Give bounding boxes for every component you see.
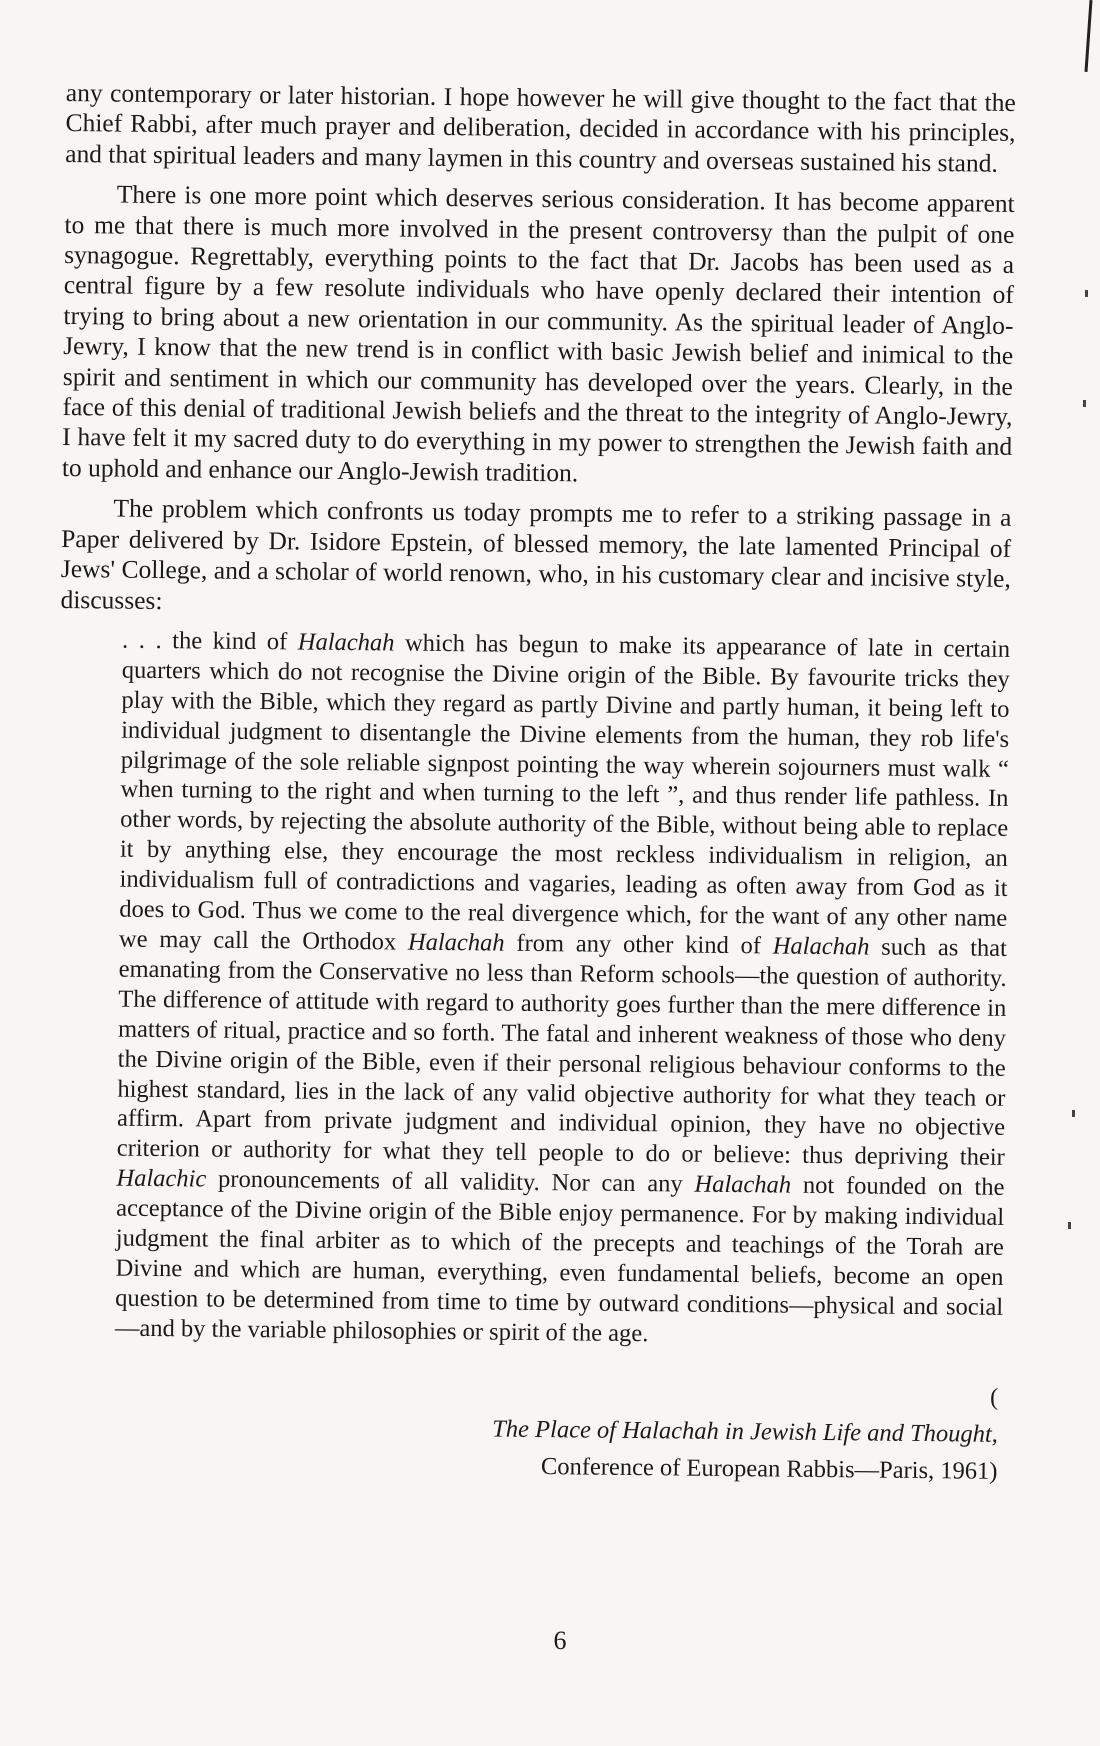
quote-text: [115, 626, 1010, 1353]
scan-speck: [1068, 1222, 1071, 1229]
quote-segment: such as that emanating from the Conservative no less than Reform schools—the question of authority. The difference of attitude with regard to authority goes further than the mere difference in matters of ritual, practice and so forth. The fatal and inherent weakness of those who deny the Divine origin of the Bible, even if their personal religious behaviour conforms to the highest standard, lies in the lack of any valid objective authority for what they teach or affirm. Apart from private judgment and individual opinion, they have no objective criterion or authority for what they tell people to do or believe: thus depriving their: [116, 933, 1008, 1172]
quote-italic-term: Halachah: [407, 928, 505, 957]
quote-italic-term: Halachic: [116, 1164, 207, 1193]
page-number: 6: [553, 1626, 567, 1655]
quote-segment: pronouncements of all validity. Nor can any: [206, 1165, 695, 1198]
quote-italic-term: Halachah: [772, 932, 870, 961]
scan-speck: [1085, 290, 1088, 297]
scan-speck: [1072, 1110, 1075, 1117]
quote-segment: which has begun to make its appearance of late in certain quarters which do not recognise the Divine origin of the Bible. By favourite tricks they play with the Bible, which they regard as partly Divine and partly human, it being left to individual judgment to disentangle the Divine elements from the human, they rob life's pilgrimage of the sole reliable signpost pointing the way wherein sojourners must walk “ when turning to the right and when turning to the left ”, and thus render life pathless. In other words, by rejecting the absolute authority of the Bible, without being able to replace it by anything else, they encourage the most reckless individualism in religion, an individualism full of contradictions and vagaries, leading as often away from God as it does to God. Thus we come to the real divergence which, for the want of any other name we may call the Orthodox: [118, 629, 1011, 956]
body-text: [51, 78, 1016, 1490]
paragraph-continuation: any contemporary or later historian. I hope however he will give thought to the fact that the Chief Rabbi, after much prayer and deliberation, decided in accordance with his principles, and that spiritual leaders and many laymen in this country and overseas sustained his stand.: [65, 78, 1016, 178]
citation-title-line: [52, 1369, 999, 1453]
quote-segment: not founded on the acceptance of the Divine origin of the Bible enjoy permanence. For by making individual judgment the final arbiter as to which of the precepts and teachings of the Torah are Divine and which are human, everything, even fundamental beliefs, become an open question to be determined from time to time by outward conditions—physical and social—and by the variable philosophies or spirit of the age.: [114, 1171, 1005, 1347]
citation-paren: (: [989, 1383, 999, 1411]
quote-segment: . . . the kind of: [121, 626, 298, 656]
scan-speck: [1083, 400, 1086, 407]
paragraph-controversy: There is one more point which deserves serious consideration. It has become apparent to me that there is much more involved in the present controversy than the pulpit of one synagogue. Regrettably, everything points to the fact that Dr. Jacobs has been used as a central figure by a few resolute individuals who have openly declared their intention of trying to bring about a new orientation in our community. As the spiritual leader of Anglo-Jewry, I know that the new trend is in conflict with basic Jewish belief and inimical to the spirit and sentiment in which our community has developed over the years. Clearly, in the face of this denial of traditional Jewish beliefs and the threat to the integrity of Anglo-Jewry, I have felt it my sacred duty to do everything in my power to strengthen the Jewish faith and to uphold and enhance our Anglo-Jewish tradition.: [61, 179, 1015, 488]
quote-italic-term: Halachah: [297, 628, 395, 657]
quote-italic-term: Halachah: [694, 1170, 792, 1199]
citation-source: Conference of European Rabbis—Paris, 1961): [540, 1452, 998, 1485]
quote-citation: [51, 1369, 1002, 1490]
block-quote: [115, 626, 1010, 1353]
quote-segment: from any other kind of: [504, 929, 773, 960]
scan-edge-mark: [1084, 0, 1092, 72]
citation-title: The Place of Halachah in Jewish Life and Thought,: [492, 1415, 998, 1448]
paragraph-epstein-intro: The problem which confronts us today prompts me to refer to a striking passage in a Paper delivered by Dr. Isidore Epstein, of blessed memory, the late lamented Principal of Jews' College, and a scholar of world renown, who, in his customary clear and incisive style, discusses:: [60, 493, 1012, 615]
